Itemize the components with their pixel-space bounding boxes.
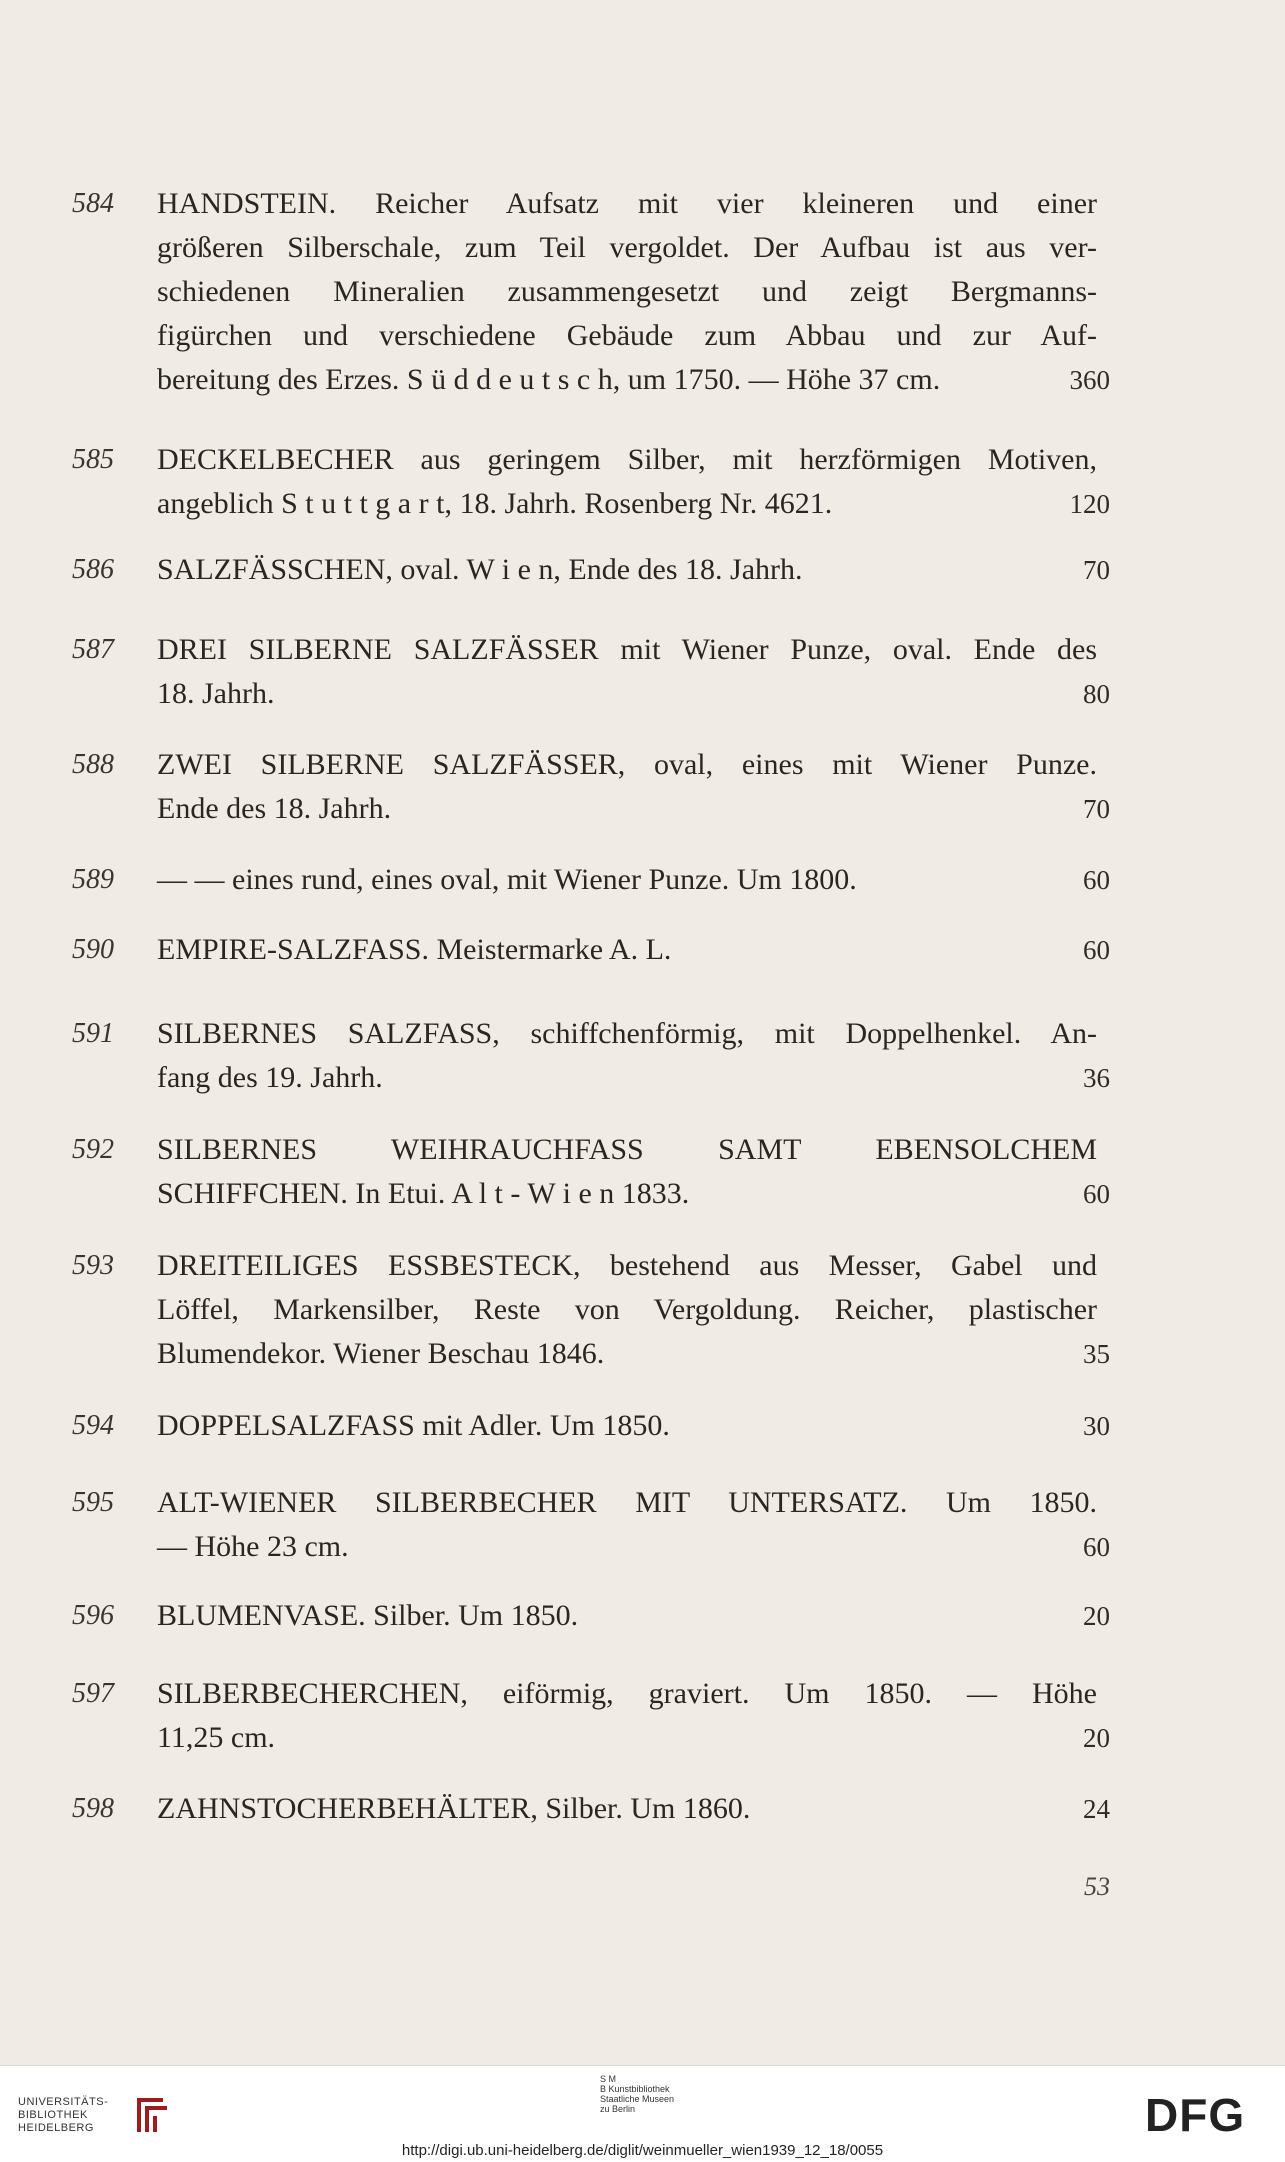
entry-price: 80	[1083, 679, 1110, 709]
entry-line: DREI SILBERNE SALZFÄSSER mit Wiener Punze, oval. Ende des	[157, 633, 1097, 666]
entry-price: 60	[1083, 1532, 1110, 1562]
entry-description	[157, 628, 1097, 716]
smb-line-4: zu Berlin	[600, 2104, 636, 2114]
entry-description	[157, 1481, 1097, 1569]
entry-line: bereitung des Erzes. S ü d d e u t s c h, um 1750. — Höhe 37 cm.	[157, 363, 941, 396]
entry-line: ZAHNSTOCHERBEHÄLTER, Silber. Um 1860.	[157, 1792, 751, 1825]
entry-line: — — eines rund, eines oval, mit Wiener Punze. Um 1800.	[157, 863, 857, 896]
entry-price: 70	[1083, 555, 1110, 585]
entry-number: 584	[72, 188, 114, 219]
entry-number: 596	[72, 1600, 114, 1631]
entry-number: 598	[72, 1793, 114, 1824]
entry-line: 11,25 cm.	[157, 1721, 276, 1754]
entry-line: ZWEI SILBERNE SALZFÄSSER, oval, eines mit Wiener Punze.	[157, 748, 1097, 781]
entry-number: 588	[72, 749, 114, 780]
entry-line: SALZFÄSSCHEN, oval. W i e n, Ende des 18. Jahrh.	[157, 553, 803, 586]
entry-line: größeren Silberschale, zum Teil vergoldet. Der Aufbau ist aus ver-	[157, 231, 1097, 264]
entry-description	[157, 928, 1097, 972]
entry-line: DECKELBECHER aus geringem Silber, mit herzförmigen Motiven,	[157, 443, 1097, 476]
entry-number: 592	[72, 1134, 114, 1165]
entry-description	[157, 1012, 1097, 1100]
entry-price: 30	[1083, 1411, 1110, 1441]
entry-price: 120	[1069, 489, 1110, 519]
entry-number: 595	[72, 1487, 114, 1518]
entry-price: 60	[1083, 865, 1110, 895]
ub-line-1: UNIVERSITÄTS-	[18, 2096, 109, 2108]
smb-line-1: S M	[600, 2074, 617, 2084]
entry-description	[157, 1404, 1097, 1448]
entry-description	[157, 438, 1097, 526]
entry-number: 587	[72, 634, 114, 665]
entry-line: DREITEILIGES ESSBESTECK, bestehend aus Messer, Gabel und	[157, 1249, 1097, 1282]
entry-price: 36	[1083, 1063, 1110, 1093]
entry-price: 360	[1069, 365, 1110, 395]
entry-line: ALT-WIENER SILBERBECHER MIT UNTERSATZ. Um 1850.	[157, 1486, 1097, 1519]
entry-price: 70	[1083, 794, 1110, 824]
entry-description	[157, 1594, 1097, 1638]
entry-line: DOPPELSALZFASS mit Adler. Um 1850.	[157, 1409, 670, 1442]
entry-description	[157, 548, 1097, 592]
smb-line-3: Staatliche Museen	[600, 2094, 675, 2104]
smb-kunstbibliothek-logo[interactable]	[600, 2074, 720, 2114]
page-number: 53	[1084, 1872, 1110, 1901]
entry-line: EMPIRE-SALZFASS. Meistermarke A. L.	[157, 933, 672, 966]
entry-price: 60	[1083, 935, 1110, 965]
entry-description	[157, 858, 1097, 902]
entry-number: 593	[72, 1250, 114, 1281]
entry-line: figürchen und verschiedene Gebäude zum Abbau und zur Auf-	[157, 319, 1097, 352]
entry-description	[157, 743, 1097, 831]
ub-line-3: HEIDELBERG	[18, 2122, 94, 2134]
ub-line-2: BIBLIOTHEK	[18, 2109, 88, 2121]
entry-number: 590	[72, 934, 114, 965]
entry-line: schiedenen Mineralien zusammengesetzt und zeigt Bergmanns-	[157, 275, 1097, 308]
entry-number: 591	[72, 1018, 114, 1049]
entry-price: 24	[1083, 1794, 1110, 1824]
entry-line: HANDSTEIN. Reicher Aufsatz mit vier kleineren und einer	[157, 187, 1097, 220]
entry-description	[157, 182, 1097, 402]
entry-number: 589	[72, 864, 114, 895]
entry-line: SILBERBECHERCHEN, eiförmig, graviert. Um 1850. — Höhe	[157, 1677, 1097, 1710]
entry-line: Blumendekor. Wiener Beschau 1846.	[157, 1337, 605, 1370]
entry-line: SILBERNES WEIHRAUCHFASS SAMT EBENSOLCHEM	[157, 1133, 1097, 1166]
page-url-link[interactable]: http://digi.ub.uni-heidelberg.de/diglit/weinmueller_wien1939_12_18/0055	[401, 2142, 884, 2159]
entry-price: 20	[1083, 1723, 1110, 1753]
entry-line: SILBERNES SALZFASS, schiffchenförmig, mit Doppelhenkel. An-	[157, 1017, 1097, 1050]
dfg-logo[interactable]: DFG	[1145, 2089, 1246, 2141]
entry-description	[157, 1787, 1097, 1831]
ub-logo-text	[18, 2096, 108, 2135]
entry-line: BLUMENVASE. Silber. Um 1850.	[157, 1599, 579, 1632]
entry-line: 18. Jahrh.	[157, 677, 275, 710]
ub-heidelberg-logo[interactable]	[18, 2092, 188, 2142]
entry-line: Ende des 18. Jahrh.	[157, 792, 392, 825]
entry-line: SCHIFFCHEN. In Etui. A l t - W i e n 1833.	[157, 1177, 690, 1210]
entry-line: fang des 19. Jahrh.	[157, 1061, 383, 1094]
entry-price: 20	[1083, 1601, 1110, 1631]
entry-line: Löffel, Markensilber, Reste von Vergoldung. Reicher, plastischer	[157, 1293, 1097, 1326]
entry-line: — Höhe 23 cm.	[157, 1530, 349, 1563]
entry-number: 586	[72, 554, 114, 585]
smb-line-2: B Kunstbibliothek	[600, 2084, 670, 2094]
entry-description	[157, 1244, 1097, 1376]
entry-number: 594	[72, 1410, 114, 1441]
footer-bar	[0, 2065, 1285, 2162]
entry-number: 585	[72, 444, 114, 475]
ub-emblem-icon	[133, 2092, 173, 2138]
entry-description	[157, 1128, 1097, 1216]
entry-price: 35	[1083, 1339, 1110, 1369]
entry-description	[157, 1672, 1097, 1760]
entry-number: 597	[72, 1678, 114, 1709]
entry-price: 60	[1083, 1179, 1110, 1209]
entry-line: angeblich S t u t t g a r t, 18. Jahrh. Rosenberg Nr. 4621.	[157, 487, 833, 520]
